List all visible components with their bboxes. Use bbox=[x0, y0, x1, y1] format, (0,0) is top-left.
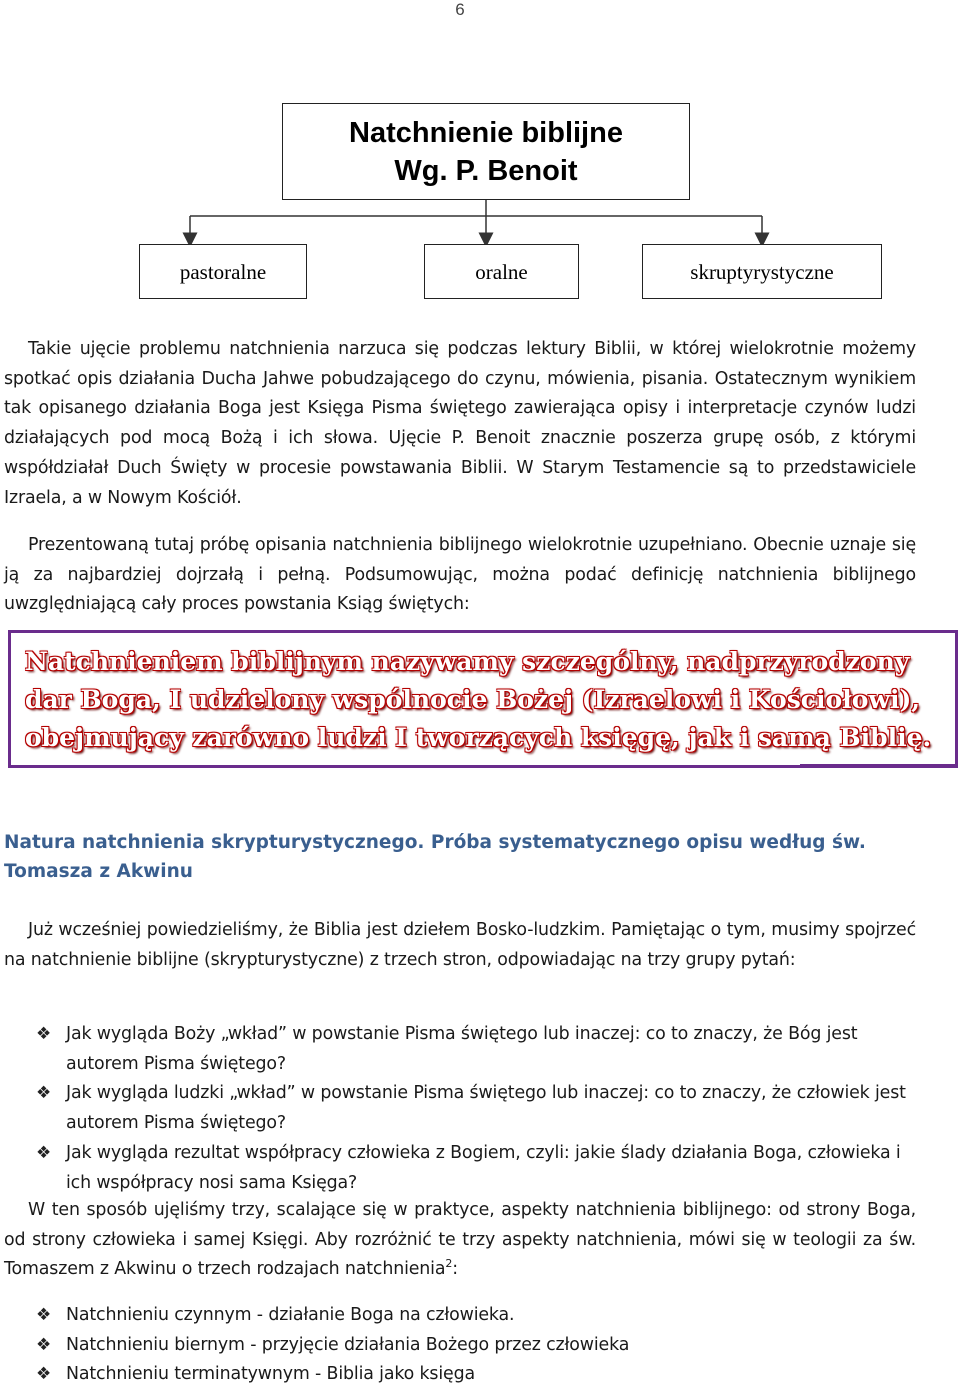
list-item bbox=[36, 1139, 916, 1198]
paragraph-2-text: Prezentowaną tutaj próbę opisania natchnienia biblijnego wielokrotnie uzupełniano. Obecnie uznaje się ją za najbardziej dojrzałą i pełną. Podsumowując, można podać definicję natchnienia biblijnego uwzględniającą cały proces powstania Ksiąg świętych: bbox=[4, 535, 916, 615]
diagram-child-pastoralne: pastoralne bbox=[139, 244, 307, 299]
diagram-child-oralne: oralne bbox=[424, 244, 579, 299]
list-item bbox=[36, 1079, 916, 1138]
diagram-title-line1: Natchnienie biblijne bbox=[349, 117, 623, 149]
paragraph-3-text: Już wcześniej powiedzieliśmy, że Biblia jest dziełem Bosko-ludzkim. Pamiętając o tym, musimy spojrzeć na natchnienie biblijne (skrypturystyczne) z trzech stron, odpowiadając na trzy grupy pytań: bbox=[4, 920, 916, 970]
list-item bbox=[36, 1301, 916, 1331]
footnote-ref[interactable]: 2 bbox=[445, 1257, 453, 1271]
kind-2: Natchnieniu biernym - przyjęcie działania Bożego przez człowieka bbox=[66, 1334, 630, 1355]
definition-frame bbox=[8, 630, 958, 768]
paragraph-4 bbox=[4, 1196, 916, 1285]
kinds-list bbox=[36, 1301, 916, 1387]
paragraph-4-end: : bbox=[452, 1259, 458, 1280]
section-heading: Natura natchnienia skrypturystycznego. Próba systematycznego opisu według św. Tomasza z Akwinu bbox=[4, 832, 866, 882]
diamond-bullet-icon: ❖ bbox=[36, 1142, 52, 1163]
list-item bbox=[36, 1360, 916, 1387]
list-item bbox=[36, 1020, 916, 1079]
diamond-bullet-icon: ❖ bbox=[36, 1024, 52, 1044]
diagram-child-skruptyrystyczne: skruptyrystyczne bbox=[642, 244, 882, 299]
diagram-title-line2: Wg. P. Benoit bbox=[394, 155, 578, 187]
paragraph-1-text: Takie ujęcie problemu natchnienia narzuca się podczas lektury Biblii, w której wielokrotnie możemy spotkać opis działania Ducha Jahwe pobudzającego do czynu, mówienia, pisania. Ostatecznym wynikiem tak opisanego działania Boga jest Księga Pisma świętego zawierająca opisy i interpretacje czynów ludzi działających pod mocą Bożą i ich słowa. Ujęcie P. Benoit znacznie poszerza grupę osób, z którymi współdziałał Duch Święty w procesie powstawania Biblii. W Starym Testamencie są to przedstawiciele Izraela, a w Nowym Kościół. bbox=[4, 339, 916, 508]
paragraph-3 bbox=[4, 916, 916, 975]
paragraph-2 bbox=[4, 531, 916, 620]
definition-underline bbox=[800, 764, 956, 768]
definition-text: Natchnieniem biblijnym nazywamy szczególny, nadprzyrodzony dar Boga, I udzielony wspólnocie Bożej (Izraelowi i Kościołowi), obejmujący zarówno ludzi I tworzących księgę, jak i samą Biblię. bbox=[25, 647, 932, 752]
diamond-bullet-icon: ❖ bbox=[36, 1334, 52, 1355]
diagram-title-box bbox=[282, 103, 690, 200]
question-1: Jak wygląda Boży „wkład” w powstanie Pisma świętego lub inaczej: co to znaczy, że Bóg jest autorem Pisma świętego? bbox=[66, 1024, 858, 1074]
question-3: Jak wygląda rezultat współpracy człowieka z Bogiem, czyli: jakie ślady działania Boga, człowieka i ich współpracy nosi sama Księga? bbox=[66, 1142, 901, 1193]
list-item bbox=[36, 1331, 916, 1361]
page-number: 6 bbox=[455, 0, 465, 19]
questions-list bbox=[36, 1020, 916, 1198]
diamond-bullet-icon: ❖ bbox=[36, 1083, 52, 1104]
diamond-bullet-icon: ❖ bbox=[36, 1364, 52, 1385]
kind-1: Natchnieniu czynnym - działanie Boga na człowieka. bbox=[66, 1305, 515, 1325]
diamond-bullet-icon: ❖ bbox=[36, 1305, 52, 1325]
question-2: Jak wygląda ludzki „wkład” w powstanie Pisma świętego lub inaczej: co to znaczy, że człowiek jest autorem Pisma świętego? bbox=[66, 1083, 906, 1134]
kind-3: Natchnieniu terminatywnym - Biblia jako księga bbox=[66, 1364, 475, 1385]
paragraph-1 bbox=[4, 335, 916, 513]
paragraph-4-text: W ten sposób ujęliśmy trzy, scalające się w praktyce, aspekty natchnienia biblijnego: od strony Boga, od strony człowieka i samej Księgi. Aby rozróżnić te trzy aspekty natchnienia, mówi się w teologii za św. Tomaszem z Akwinu o trzech rodzajach natchnienia bbox=[4, 1200, 916, 1280]
